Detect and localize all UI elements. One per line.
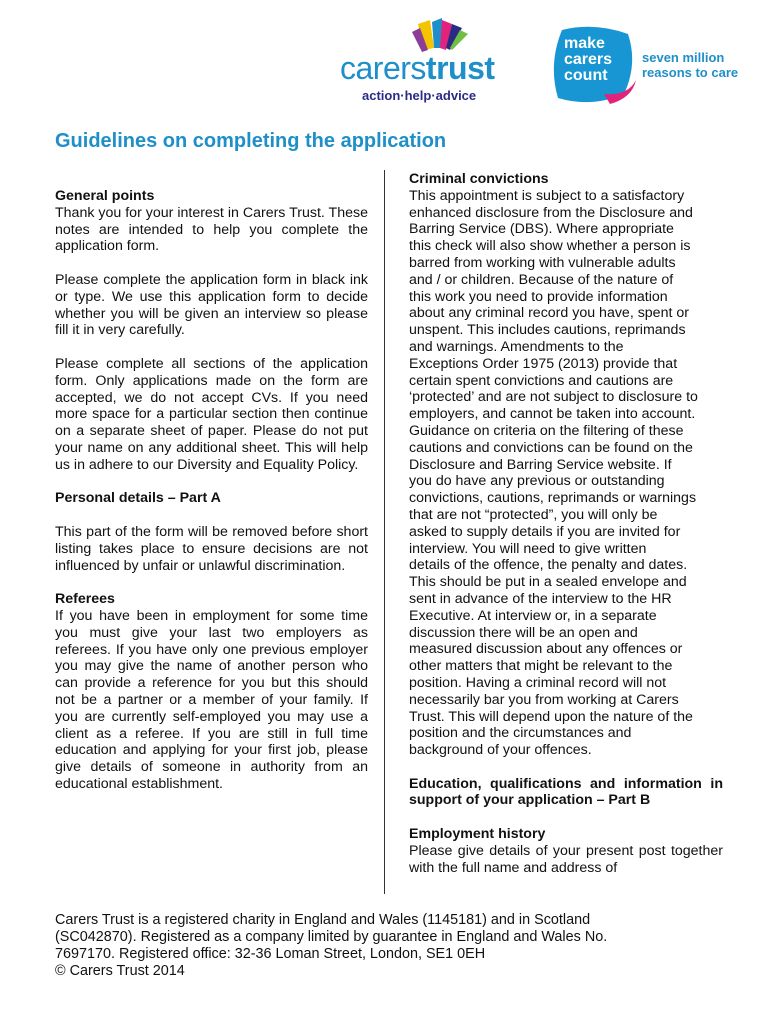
criminal-convictions-line: ‘protected’ and are not subject to disclosure to	[409, 389, 698, 406]
personal-details-text: This part of the form will be removed before short listing takes place to ensure decisions are not influenced by unfair or unlawful discrimination.	[55, 523, 368, 574]
criminal-convictions-line: interview. You will need to give written	[409, 540, 647, 557]
criminal-convictions-line: measured discussion about any offences or	[409, 641, 683, 658]
criminal-convictions-line: Trust. This will depend upon the nature of the	[409, 708, 693, 725]
criminal-convictions-line: Barring Service (DBS). Where appropriate	[409, 221, 674, 238]
criminal-convictions-line: cautions and convictions can be found on the	[409, 439, 693, 456]
employment-history-text: Please give details of your present post together with the full name and address of	[409, 842, 723, 876]
criminal-convictions-line: other matters that might be relevant to the	[409, 658, 673, 675]
criminal-convictions-line: convictions, cautions, reprimands or warnings	[409, 490, 697, 507]
footer-registration	[55, 912, 695, 980]
criminal-convictions-line: unspent. This includes cautions, reprimands	[409, 322, 686, 339]
referees-heading: Referees	[55, 591, 115, 608]
criminal-convictions-line: certain spent convictions and cautions are	[409, 372, 674, 389]
criminal-convictions-line: Executive. At interview or, in a separate	[409, 607, 657, 624]
criminal-convictions-line: sent in advance of the interview to the HR	[409, 590, 672, 607]
criminal-convictions-line: this check will also show whether a person is	[409, 238, 691, 255]
general-points-paragraph-3: Please complete all sections of the application form. Only applications made on the form are accepted, we do not accept CVs. If you need more space for a particular section then continue on a separate sheet of paper. Please do not put your name on any additional sheet. This will help us in adhere to our Diversity and Equality Policy.	[55, 355, 368, 473]
mcc-word-make: make	[564, 35, 605, 52]
carers-trust-logo	[340, 18, 530, 103]
criminal-convictions-line: enhanced disclosure from the Disclosure and	[409, 204, 693, 221]
make-carers-count-logo	[548, 24, 638, 106]
footer-line: (SC042870). Registered as a company limited by guarantee in England and Wales No.	[55, 929, 608, 945]
referees-text: If you have been in employment for some time you must give your last two employers as referees. If you have only one previous employer you may give the name of another person who can provide a reference for you but this should not be a partner or a member of your family. If you are currently self-employed you may use a client as a referee. If you are still in full time education and applying for your first job, please give details of someone in authority from an educational establishment.	[55, 607, 368, 792]
footer-line: Carers Trust is a registered charity in England and Wales (1145181) and in Scotland	[55, 912, 591, 928]
criminal-convictions-line: and / or children. Because of the nature of	[409, 271, 674, 288]
criminal-convictions-line: that are not “protected”, you will only be	[409, 506, 658, 523]
mcc-word-carers: carers	[564, 51, 613, 68]
criminal-convictions-line: position. Having a criminal record will not	[409, 674, 667, 691]
general-points-heading: General points	[55, 188, 155, 204]
carers-trust-tagline: action·help·advice	[362, 88, 477, 103]
left-column	[55, 188, 368, 809]
criminal-convictions-line: employers, and cannot be taken into account.	[409, 406, 696, 423]
general-points-section	[55, 188, 368, 255]
criminal-convictions-line: and warnings. Amendments to the	[409, 338, 624, 355]
general-points-paragraph-2: Please complete the application form in black ink or type. We use this application form to decide whether you will be given an interview so please fill it in very carefully.	[55, 271, 368, 339]
criminal-convictions-line: This appointment is subject to a satisfactory	[409, 187, 685, 204]
footer-copyright: © Carers Trust 2014	[55, 963, 185, 979]
personal-details-heading: Personal details – Part A	[55, 490, 221, 507]
criminal-convictions-line: you do have any previous or outstanding	[409, 473, 665, 490]
employment-history-heading: Employment history	[409, 826, 546, 843]
referees-section	[55, 591, 368, 793]
criminal-convictions-line: discussion there will be an open and	[409, 624, 638, 641]
criminal-convictions-line: details of the offence, the penalty and dates.	[409, 557, 688, 574]
logo-ribbon-icon	[408, 18, 484, 54]
criminal-convictions-line: asked to supply details if you are invited for	[409, 523, 681, 540]
criminal-convictions-line: background of your offences.	[409, 742, 592, 759]
criminal-convictions-line: necessarily bar you from working at Carers	[409, 691, 679, 708]
employment-section	[409, 826, 723, 876]
page-title: Guidelines on completing the application	[55, 130, 447, 152]
mcc-tagline: seven million reasons to care	[642, 50, 739, 80]
criminal-convictions-line: Guidance on criteria on the filtering of these	[409, 422, 684, 439]
criminal-convictions-line: position and the circumstances and	[409, 725, 632, 742]
mcc-word-count: count	[564, 67, 608, 84]
footer-line: 7697170. Registered office: 32-36 Loman Street, London, SE1 0EH	[55, 946, 486, 962]
criminal-convictions-line: about any criminal record you have, spent or	[409, 305, 689, 322]
criminal-convictions-line: Disclosure and Barring Service website. If	[409, 456, 672, 473]
column-divider	[384, 170, 385, 894]
criminal-convictions-line: this work you need to provide information	[409, 288, 668, 305]
criminal-convictions-text	[409, 188, 723, 759]
criminal-convictions-line: This should be put in a sealed envelope and	[409, 574, 687, 591]
criminal-convictions-line: barred from working with vulnerable adults	[409, 254, 676, 271]
criminal-convictions-line: Exceptions Order 1975 (2013) provide that	[409, 355, 678, 372]
general-points-text: Thank you for your interest in Carers Trust. These notes are intended to help you complete the application form.	[55, 204, 368, 255]
right-column	[409, 171, 723, 893]
criminal-convictions-heading: Criminal convictions	[409, 171, 549, 187]
education-heading: Education, qualifications and information in support of your application – Part B	[409, 775, 723, 809]
carers-trust-wordmark: carerstrust	[340, 50, 495, 86]
